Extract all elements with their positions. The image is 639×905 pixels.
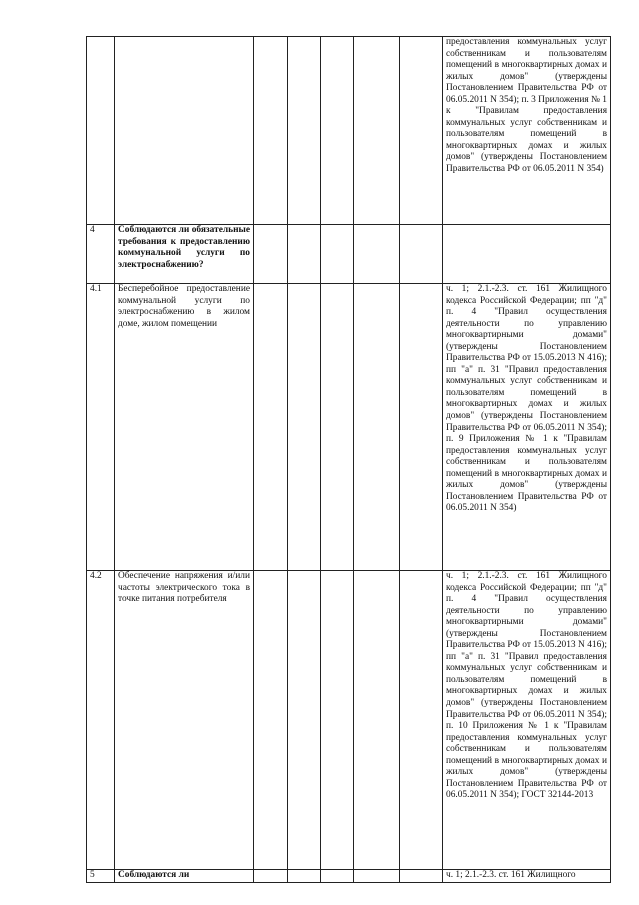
na-cell xyxy=(321,870,354,883)
legal-basis-cell xyxy=(443,225,611,284)
no-cell xyxy=(288,225,321,284)
yes-cell xyxy=(254,571,288,870)
note-cell xyxy=(354,284,400,571)
question-cell xyxy=(115,37,254,225)
no-cell xyxy=(288,870,321,883)
table-row xyxy=(87,571,611,870)
checklist-table xyxy=(86,36,611,883)
note-cell xyxy=(354,37,400,225)
question-cell: Бесперебойное предоставление коммунальной услуги по электроснабжению в жилом доме, жилом помещении xyxy=(115,284,254,571)
na-cell xyxy=(321,225,354,284)
row-number xyxy=(87,37,115,225)
note-cell xyxy=(354,870,400,883)
question-cell: Соблюдаются ли обязательные требования к предоставлению коммунальной услуги по электроснабжению? xyxy=(115,225,254,284)
no-cell xyxy=(288,37,321,225)
extra-cell xyxy=(400,284,443,571)
note-cell xyxy=(354,225,400,284)
yes-cell xyxy=(254,284,288,571)
yes-cell xyxy=(254,870,288,883)
extra-cell xyxy=(400,225,443,284)
table-row xyxy=(87,37,611,225)
na-cell xyxy=(321,37,354,225)
question-cell: Обеспечение напряжения и/или частоты электрического тока в точке питания потребителя xyxy=(115,571,254,870)
table-row xyxy=(87,870,611,883)
na-cell xyxy=(321,284,354,571)
yes-cell xyxy=(254,37,288,225)
na-cell xyxy=(321,571,354,870)
legal-basis-cell: ч. 1; 2.1.-2.3. ст. 161 Жилищного кодекса Российской Федерации; пп "д" п. 4 "Правил осуществления деятельности по управлению многоквартирными домами" (утверждены Постановлением Правительства РФ от 15.05.2013 N 416); пп "а" п. 31 "Правил предоставления коммунальных услуг собственникам и пользователям помещений в многоквартирных домах и жилых домов" (утверждены Постановлением Правительства РФ от 06.05.2011 N 354); п. 10 Приложения № 1 к "Правилам предоставления коммунальных услуг собственникам и пользователям помещений в многоквартирных домах и жилых домов" (утверждены Постановлением Правительства РФ от 06.05.2011 N 354); ГОСТ 32144-2013 xyxy=(443,571,611,870)
legal-basis-cell: ч. 1; 2.1.-2.3. ст. 161 Жилищного кодекса Российской Федерации; пп "д" п. 4 "Правил осуществления деятельности по управлению многоквартирными домами" (утверждены Постановлением Правительства РФ от 15.05.2013 N 416); пп "а" п. 31 "Правил предоставления коммунальных услуг собственникам и пользователям помещений в многоквартирных домах и жилых домов" (утверждены Постановлением Правительства РФ от 06.05.2011 N 354); п. 9 Приложения № 1 к "Правилам предоставления коммунальных услуг собственникам и пользователям помещений в многоквартирных домах и жилых домов" (утверждены Постановлением Правительства РФ от 06.05.2011 N 354) xyxy=(443,284,611,571)
table-row xyxy=(87,284,611,571)
extra-cell xyxy=(400,37,443,225)
question-cell: Соблюдаются ли xyxy=(115,870,254,883)
row-number: 5 xyxy=(87,870,115,883)
extra-cell xyxy=(400,571,443,870)
no-cell xyxy=(288,284,321,571)
yes-cell xyxy=(254,225,288,284)
row-number: 4.2 xyxy=(87,571,115,870)
legal-basis-cell: ч. 1; 2.1.-2.3. ст. 161 Жилищного xyxy=(443,870,611,883)
table-row xyxy=(87,225,611,284)
row-number: 4 xyxy=(87,225,115,284)
no-cell xyxy=(288,571,321,870)
note-cell xyxy=(354,571,400,870)
row-number: 4.1 xyxy=(87,284,115,571)
extra-cell xyxy=(400,870,443,883)
legal-basis-cell: предоставления коммунальных услуг собственникам и пользователям помещений в многоквартирных домах и жилых домов" (утверждены Постановлением Правительства РФ от 06.05.2011 N 354); п. 3 Приложения № 1 к "Правилам предоставления коммунальных услуг собственникам и пользователям помещений в многоквартирных домах и жилых домов" (утверждены Постановлением Правительства РФ от 06.05.2011 N 354) xyxy=(443,37,611,225)
